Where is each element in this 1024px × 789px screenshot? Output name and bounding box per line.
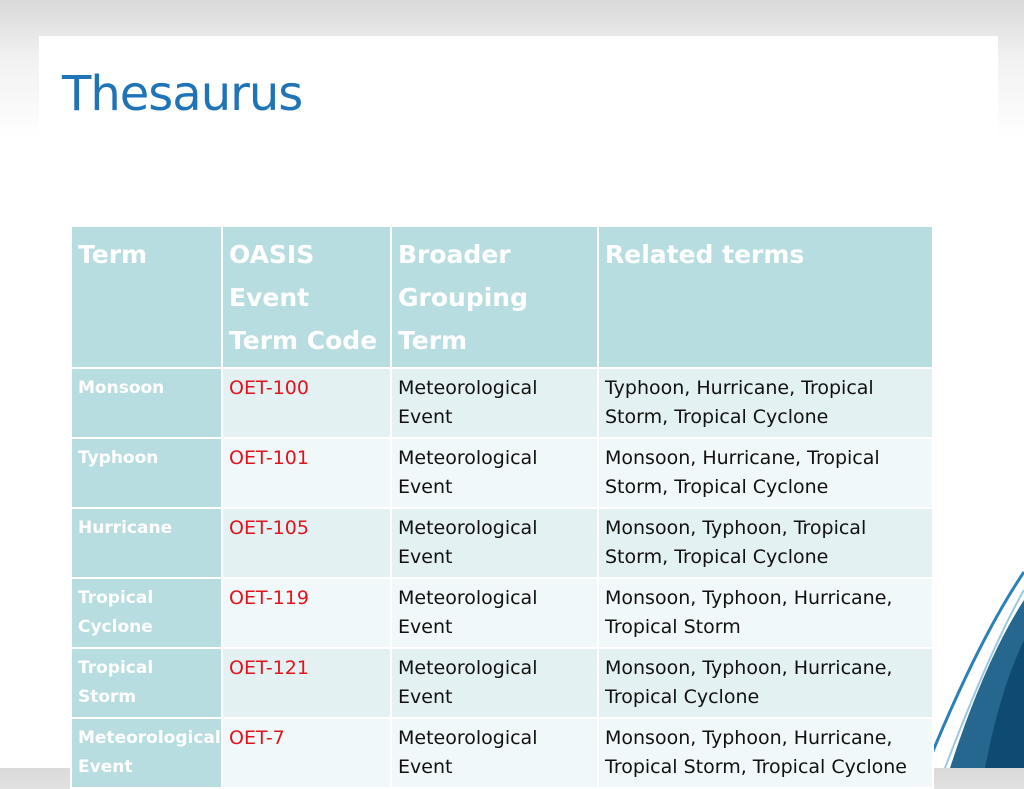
broader-cell: Meteorological Event [391, 648, 598, 718]
table-row [71, 438, 933, 508]
related-cell: Monsoon, Hurricane, Tropical Storm, Tropical Cyclone [598, 438, 933, 508]
term-cell: Hurricane [71, 508, 222, 578]
broader-cell: Meteorological Event [391, 438, 598, 508]
code-cell: OET-105 [222, 508, 391, 578]
header-oasis-code: OASIS Event Term Code [222, 226, 391, 368]
slide-title: Thesaurus [62, 66, 303, 122]
table-header-row [71, 226, 933, 368]
thesaurus-table [70, 225, 934, 789]
table-row [71, 578, 933, 648]
header-broader-term: Broader Grouping Term [391, 226, 598, 368]
related-cell: Monsoon, Typhoon, Hurricane, Tropical Storm, Tropical Cyclone [598, 718, 933, 788]
header-term: Term [71, 226, 222, 368]
term-cell: Meteorological Event [71, 718, 222, 788]
header-related-terms: Related terms [598, 226, 933, 368]
broader-cell: Meteorological Event [391, 368, 598, 438]
term-cell: Monsoon [71, 368, 222, 438]
term-cell: Tropical Storm [71, 648, 222, 718]
table-row [71, 508, 933, 578]
broader-cell: Meteorological Event [391, 508, 598, 578]
code-cell: OET-121 [222, 648, 391, 718]
table-row [71, 718, 933, 788]
related-cell: Typhoon, Hurricane, Tropical Storm, Tropical Cyclone [598, 368, 933, 438]
code-cell: OET-101 [222, 438, 391, 508]
table-row [71, 368, 933, 438]
term-cell: Typhoon [71, 438, 222, 508]
table-row [71, 648, 933, 718]
term-cell: Tropical Cyclone [71, 578, 222, 648]
related-cell: Monsoon, Typhoon, Tropical Storm, Tropical Cyclone [598, 508, 933, 578]
related-cell: Monsoon, Typhoon, Hurricane, Tropical Cyclone [598, 648, 933, 718]
code-cell: OET-7 [222, 718, 391, 788]
code-cell: OET-119 [222, 578, 391, 648]
broader-cell: Meteorological Event [391, 718, 598, 788]
code-cell: OET-100 [222, 368, 391, 438]
related-cell: Monsoon, Typhoon, Hurricane, Tropical Storm [598, 578, 933, 648]
broader-cell: Meteorological Event [391, 578, 598, 648]
